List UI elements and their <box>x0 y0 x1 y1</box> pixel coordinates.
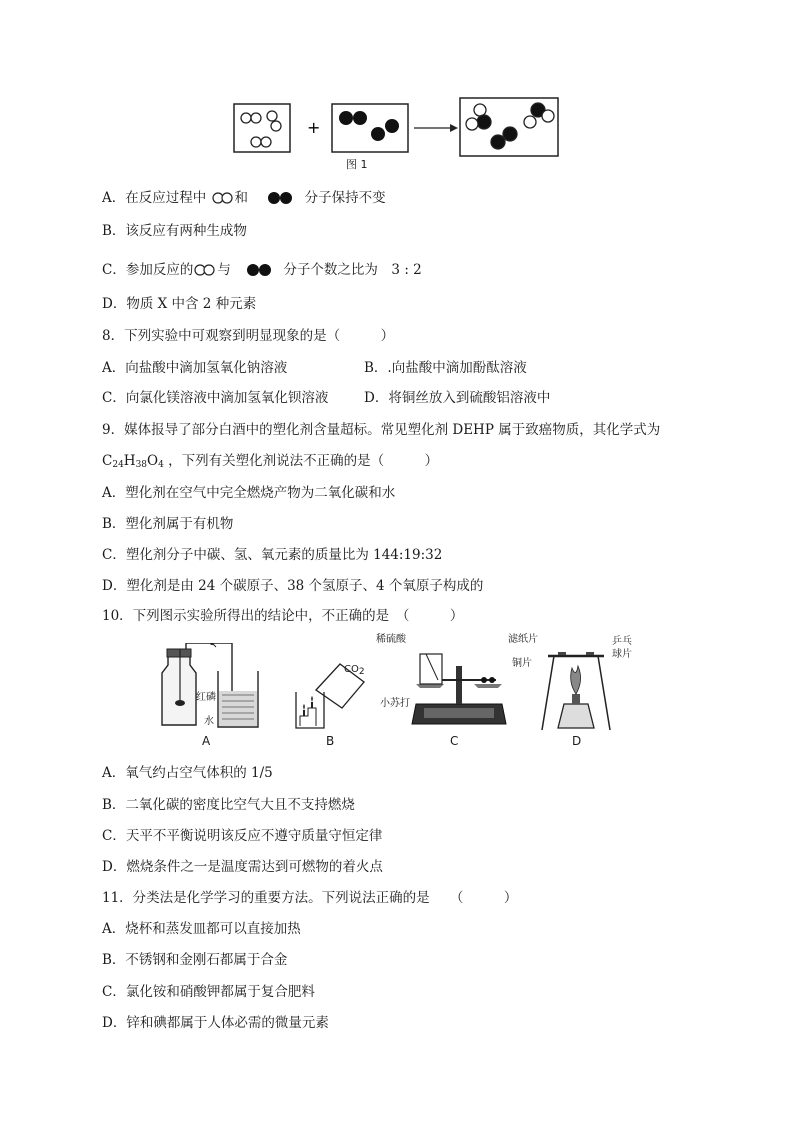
q10-option-b: B．二氧化碳的密度比空气大且不支持燃烧 <box>102 797 355 813</box>
q7-a-text-1: A．在反应过程中 <box>102 190 207 206</box>
q10-d-pingpong-label-1: 乒乓 <box>612 636 632 647</box>
q10-option-d: D．燃烧条件之一是温度需达到可燃物的着火点 <box>102 859 383 875</box>
q7-a-text-2: 和 <box>234 190 249 206</box>
q9-option-d: D．塑化剂是由 24 个碳原子、38 个氢原子、4 个氧原子构成的 <box>102 578 484 594</box>
q10-d-filter-label: 滤纸片 <box>508 634 538 645</box>
q9-formula: $C_{24}H_{38}O_4$ <box>102 453 164 470</box>
q9-option-c: C．塑化剂分子中碳、氢、氧元素的质量比为 144:19:32 <box>102 547 443 563</box>
product-molecules <box>466 103 554 149</box>
q11-stem: 11．分类法是化学学习的重要方法。下列说法正确的是 （ ） <box>102 890 518 906</box>
black-molecule-icon <box>266 191 300 207</box>
white-molecule-icon <box>193 264 217 278</box>
figure-1-reaction-diagram <box>228 96 564 174</box>
q7-c-text-2: 与 <box>217 262 231 278</box>
q10-c-label: C <box>450 734 459 748</box>
q10-c-soda-label: 小苏打 <box>380 698 410 709</box>
q8-option-c: C．向氯化镁溶液中滴加氢氧化钡溶液 <box>102 390 329 406</box>
q10-stem: 10．下列图示实验所得出的结论中，不正确的是 （ ） <box>102 608 464 624</box>
q11-option-c: C．氯化铵和硝酸钾都属于复合肥料 <box>102 984 315 1000</box>
q11-option-a: A．烧杯和蒸发皿都可以直接加热 <box>102 921 301 937</box>
q7-c-text-3: 分子个数之比为 3 : 2 <box>283 262 422 278</box>
q11-option-b: B．不锈钢和金刚石都属于合金 <box>102 952 288 968</box>
q9-option-a: A．塑化剂在空气中完全燃烧产物为二氧化碳和水 <box>102 485 396 501</box>
q9-stem-line2 <box>102 452 438 474</box>
q9-stem-line1: 9．媒体报导了部分白酒中的塑化剂含量超标。常见塑化剂 DEHP 属于致癌物质，其化学式为 <box>102 422 661 438</box>
q7-a-text-3: 分子保持不变 <box>304 190 386 206</box>
q10-d-copper-label: 铜片 <box>512 658 532 669</box>
q8-option-d: D．将铜丝放入到硫酸铝溶液中 <box>364 390 551 406</box>
q10-a-label: A <box>202 734 211 748</box>
q10-d-label: D <box>572 734 582 748</box>
q10-d-pingpong-label-2: 球片 <box>612 649 632 660</box>
q9-stem2-text: ，下列有关塑化剂说法不正确的是（ ） <box>168 453 439 469</box>
q7-option-c <box>102 261 422 279</box>
q10-c-acid-label: 稀硫酸 <box>376 634 406 645</box>
q7-c-text-1: C．参加反应的 <box>102 262 194 278</box>
plus-sign: + <box>307 118 321 137</box>
q7-option-a <box>102 189 386 207</box>
q8-option-b: B．.向盐酸中滴加酚酞溶液 <box>364 360 527 376</box>
q7-option-d: D．物质 X 中含 2 种元素 <box>102 296 257 312</box>
q8-option-a: A．向盐酸中滴加氢氧化钠溶液 <box>102 360 288 376</box>
white-molecule-icon <box>211 192 235 206</box>
figure-1-caption: 图 1 <box>346 158 368 171</box>
black-molecule-icon <box>245 263 279 279</box>
q10-a-water-label: 水 <box>204 716 214 727</box>
q9-option-b: B．塑化剂属于有机物 <box>102 516 234 532</box>
q10-a-red-phosphorus-label: 红磷 <box>196 692 216 703</box>
q10-figure-d-copper-heating <box>536 644 616 734</box>
white-molecules <box>241 111 281 147</box>
q10-option-c: C．天平不平衡说明该反应不遵守质量守恒定律 <box>102 828 383 844</box>
q11-option-d: D．锌和碘都属于人体必需的微量元素 <box>102 1015 329 1031</box>
q10-option-a: A．氧气约占空气体积的 1/5 <box>102 765 273 781</box>
q10-b-label: B <box>326 734 335 748</box>
black-molecules <box>339 111 399 141</box>
q10-b-co2-label: CO2 <box>344 664 365 677</box>
q7-option-b: B．该反应有两种生成物 <box>102 223 247 239</box>
q10-figure-c-balance <box>404 640 514 732</box>
q8-stem: 8．下列实验中可观察到明显现象的是（ ） <box>102 328 395 344</box>
